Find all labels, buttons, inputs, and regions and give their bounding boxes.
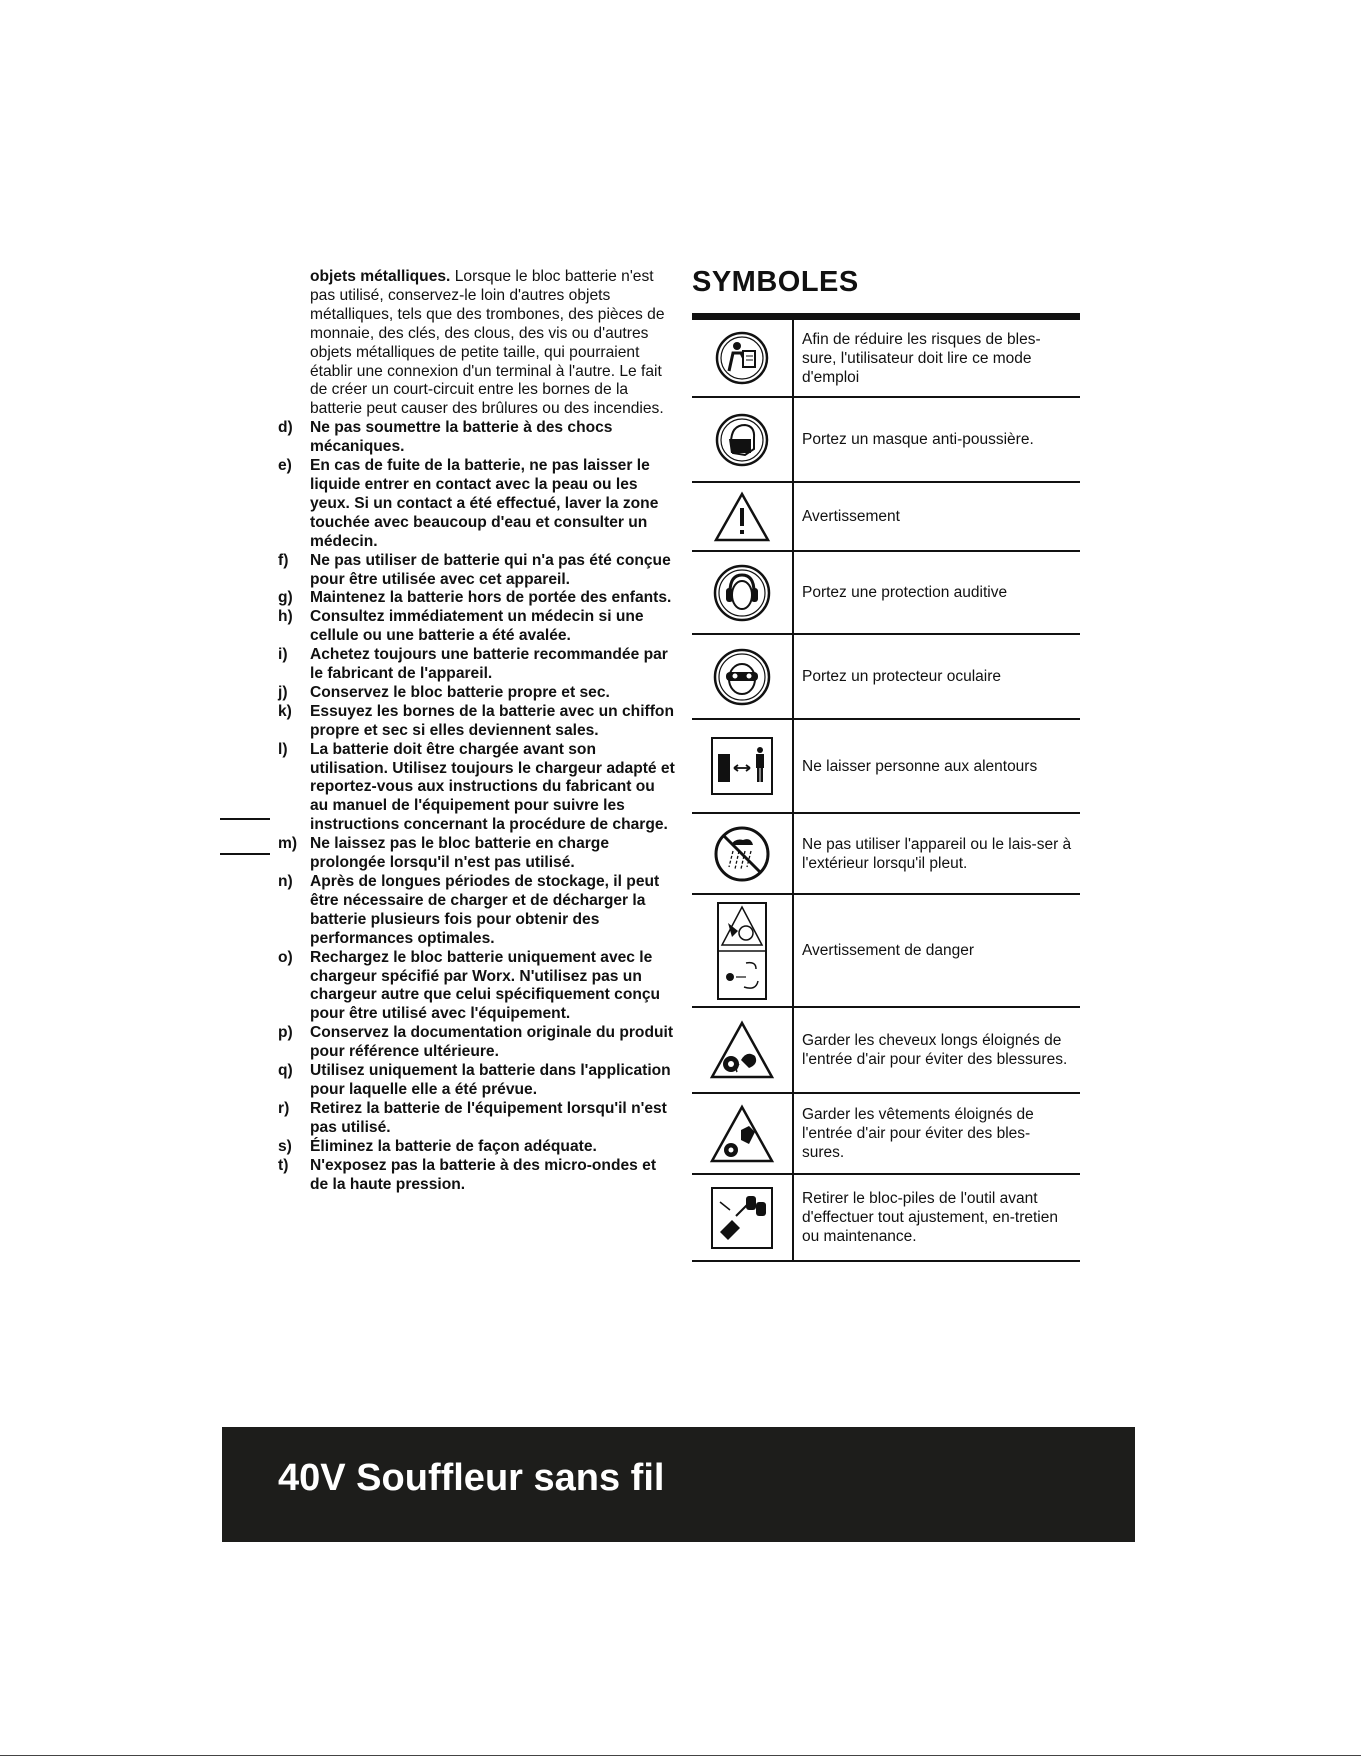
list-item: [265, 1157, 675, 1195]
item-letter: h): [278, 608, 293, 626]
list-item: [265, 608, 675, 646]
table-row: [692, 895, 1080, 1008]
item-letter: i): [278, 646, 288, 664]
table-row: [692, 552, 1080, 635]
symbol-description: Garder les cheveux longs éloignés de l'entrée d'air pour éviter des blessures.: [802, 1032, 1068, 1068]
list-item: [265, 873, 675, 949]
item-text: Maintenez la batterie hors de portée des enfants.: [310, 589, 672, 607]
table-row: [692, 320, 1080, 398]
hair-intake-warning-icon: [692, 1008, 794, 1092]
eye-protection-icon: [692, 635, 794, 718]
danger-fan-icon: [692, 895, 794, 1006]
item-text: Retirez la batterie de l'équipement lorsqu'il n'est pas utilisé.: [310, 1099, 667, 1136]
symbol-description: Portez un masque anti-poussière.: [802, 431, 1034, 448]
list-item: [265, 589, 675, 608]
item-letter: m): [278, 835, 298, 853]
table-row: [692, 483, 1080, 552]
item-letter: e): [278, 457, 292, 475]
list-item: [265, 1100, 675, 1138]
symbol-description: Ne pas utiliser l'appareil ou le lais-ser à l'extérieur lorsqu'il pleut.: [802, 835, 1072, 872]
table-row: [692, 814, 1080, 895]
item-text: Essuyez les bornes de la batterie avec un chiffon propre et sec si elles deviennent sales.: [310, 702, 674, 739]
item-letter: q): [278, 1062, 293, 1080]
list-item: [265, 1138, 675, 1157]
item-letter: f): [278, 551, 289, 569]
item-text: Ne laissez pas le bloc batterie en charge prolongée lorsqu'il n'est pas utilisé.: [310, 835, 610, 872]
item-text: La batterie doit être chargée avant son utilisation. Utilisez toujours le chargeur adapté et reportez-vous aux instructions du fabricant ou au manuel de l'équipement pour suivre les instructions concernant la procédure de charge.: [310, 740, 675, 834]
table-row: [692, 398, 1080, 483]
product-title: 40V Souffleur sans fil: [278, 1457, 665, 1499]
item-letter: r): [278, 1099, 290, 1117]
symbol-description: Avertissement de danger: [802, 942, 975, 959]
item-text: Utilisez uniquement la batterie dans l'application pour laquelle elle a été prévue.: [310, 1062, 671, 1098]
item-text: Après de longues périodes de stockage, il peut être nécessaire de charger et de décharger la batterie plusieurs fois pour obtenir des performances optimales.: [310, 873, 660, 947]
item-text: Consultez immédiatement un médecin si une cellule ou une batterie a été avalée.: [310, 608, 644, 645]
intro-bold: objets métalliques.: [310, 268, 451, 285]
list-item: [265, 1062, 675, 1100]
list-item: [265, 835, 675, 873]
list-item: [265, 1024, 675, 1062]
item-text: Rechargez le bloc batterie uniquement avec le chargeur spécifié par Worx. N'utilisez pas un chargeur autre que celui spécifiquement conçu pour être utilisé avec l'équipement.: [310, 948, 661, 1023]
item-text: Ne pas utiliser de batterie qui n'a pas été conçue pour être utilisée avec cet appareil.: [310, 551, 671, 588]
item-letter: k): [278, 702, 292, 720]
item-letter: j): [278, 683, 288, 701]
item-letter: s): [278, 1137, 292, 1155]
symbol-description: Portez un protecteur oculaire: [802, 668, 1002, 685]
list-item: [265, 684, 675, 703]
bystander-distance-icon: [692, 720, 794, 812]
intro-text: Lorsque le bloc batterie n'est pas utilisé, conservez-le loin d'autres objets métalliques, tels que des trombones, des pièces de monnaie, des clés, des clous, des vis ou d'autres objets métalliques de petite taille, qui pourraient établir une connexion d'un terminal à l'autre. Le fait de créer un court-circuit entre les bornes de la batterie peut causer des brûlures ou des incendies.: [310, 268, 665, 418]
table-row: [692, 1094, 1080, 1175]
item-letter: t): [278, 1156, 289, 1174]
warning-triangle-icon: [692, 483, 794, 550]
item-text: Éliminez la batterie de façon adéquate.: [310, 1137, 597, 1155]
symbol-description: Portez une protection auditive: [802, 584, 1008, 601]
page-bottom-rule: [0, 1755, 1361, 1756]
symbols-heading: SYMBOLES: [692, 266, 859, 298]
list-item: [265, 646, 675, 684]
symbol-description: Ne laisser personne aux alentours: [802, 757, 1038, 775]
list-item: [265, 552, 675, 590]
margin-change-bar: [220, 853, 270, 855]
item-text: N'exposez pas la batterie à des micro-ondes et de la haute pression.: [310, 1156, 657, 1193]
list-item: [265, 419, 675, 457]
footer-band: [222, 1427, 1135, 1542]
item-text: En cas de fuite de la batterie, ne pas laisser le liquide entrer en contact avec la peau ou les yeux. Si un contact a été effectué, laver la zone touchée avec beaucoup d'eau et consulter un médecin.: [310, 457, 659, 550]
item-letter: l): [278, 740, 288, 758]
ear-protection-icon: [692, 552, 794, 633]
item-text: Conservez le bloc batterie propre et sec.: [310, 683, 610, 701]
table-row: [692, 635, 1080, 720]
clothing-intake-warning-icon: [692, 1094, 794, 1173]
battery-safety-list: [265, 268, 675, 1194]
symbol-description: Afin de réduire les risques de bles-sure, l'utilisateur doit lire ce mode d'emploi: [802, 330, 1041, 386]
item-letter: g): [278, 589, 293, 607]
safety-items: [265, 419, 675, 1194]
table-row: [692, 1008, 1080, 1094]
item-text: Achetez toujours une batterie recommandée par le fabricant de l'appareil.: [310, 646, 668, 683]
item-text: Conservez la documentation originale du produit pour référence ultérieure.: [310, 1024, 674, 1061]
item-text: Ne pas soumettre la batterie à des chocs mécaniques.: [310, 419, 613, 456]
table-row: [692, 720, 1080, 814]
symbol-description: Retirer le bloc-piles de l'outil avant d'effectuer tout ajustement, en-tretien ou maintenance.: [802, 1190, 1058, 1245]
remove-battery-icon: [692, 1175, 794, 1260]
intro-paragraph: [310, 268, 675, 419]
symbol-description: Garder les vêtements éloignés de l'entrée d'air pour éviter des bles-sures.: [802, 1106, 1034, 1161]
list-item: [265, 457, 675, 552]
table-row: [692, 1175, 1080, 1262]
item-letter: n): [278, 873, 293, 890]
read-manual-icon: [692, 320, 794, 396]
item-letter: p): [278, 1024, 293, 1042]
symbols-table: [692, 313, 1080, 1262]
margin-change-bar: [220, 818, 270, 820]
list-item: [265, 703, 675, 741]
item-letter: d): [278, 419, 293, 437]
list-item: [265, 741, 675, 836]
dust-mask-icon: [692, 398, 794, 481]
symbol-description: Avertissement: [802, 508, 900, 525]
list-item: [265, 949, 675, 1025]
no-rain-icon: [692, 814, 794, 893]
item-letter: o): [278, 948, 293, 966]
